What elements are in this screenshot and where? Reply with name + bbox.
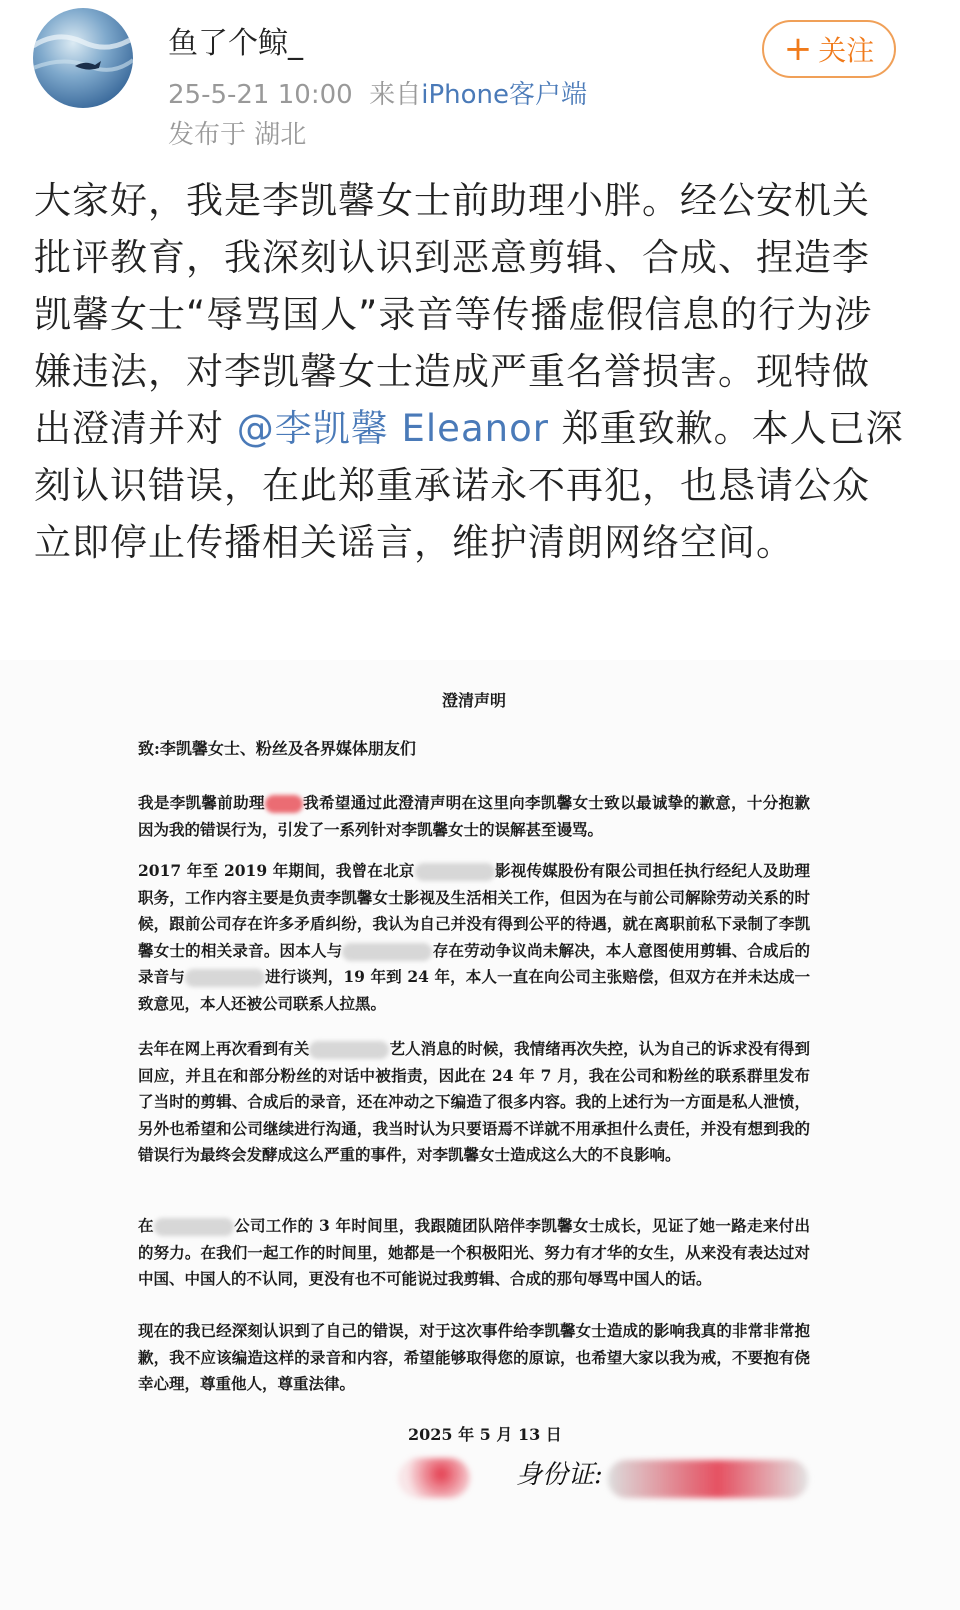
- statement-text: 去年在网上再次看到有关: [138, 1039, 310, 1058]
- statement-text: 艺人消息的时候，我情绪再次失控，认为自己的诉求没有得到回应，并且在和部分粉丝的对话中被指责，因此在 24 年 7 月，我在公司和粉丝的联系群里发布了当时的剪辑、合成后的录音，还在冲动之下编造了很多内容。我的上述行为一方面是私人泄愤，另外也希望和公司继续进行沟通，我当时认为只要语焉不详就不用承担什么责任，并没有想到我的错误行为最终会发酵成这么严重的事件，对李凯馨女士造成这么大的不良影响。: [138, 1039, 810, 1164]
- signature-block: [398, 1450, 818, 1510]
- post-text-part2: 郑重致歉。本人已深刻认识错误，在此郑重承诺永不再犯，也恳请公众立即停止传播相关谣言，维护清朗网络空间。: [34, 407, 904, 564]
- statement-text: 公司工作的 3 年时间里，我跟随团队陪伴李凯馨女士成长，见证了她一路走来付出的努力。在我们一起工作的时间里，她都是一个积极阳光、努力有才华的女生，从来没有表达过对中国、中国人的不认同，更没有也不可能说过我剪辑、合成的那句辱骂中国人的话。: [138, 1216, 810, 1288]
- statement-paragraph: [138, 790, 810, 843]
- statement-paragraph: [138, 1036, 810, 1169]
- redacted-company: [342, 943, 432, 961]
- post-meta: [168, 74, 587, 111]
- follow-label: 关注: [818, 34, 875, 67]
- statement-text: 存在劳动争议尚未解决，本人意图使用剪辑、合成后的录音与: [138, 940, 810, 986]
- statement-title: 澄清声明: [441, 691, 506, 710]
- statement-text: 在: [138, 1216, 154, 1235]
- statement-paragraph: [138, 858, 810, 1017]
- plus-icon: +: [783, 29, 813, 69]
- redacted-company: [415, 863, 495, 881]
- statement-paragraph: [138, 1318, 810, 1398]
- follow-button[interactable]: [762, 20, 896, 78]
- statement-text: 2017 年至 2019 年期间，我曾在北京: [138, 861, 415, 880]
- redacted-company: [154, 1218, 234, 1236]
- statement-addressee: 致:李凯馨女士、粉丝及各界媒体朋友们: [138, 739, 416, 758]
- username[interactable]: 鱼了个鲸_: [168, 26, 303, 61]
- statement-text: 我希望通过此澄清声明在这里向李凯馨女士致以最诚挚的歉意，十分抱歉因为我的错误行为，引发了一系列针对李凯馨女士的误解甚至谩骂。: [138, 793, 810, 839]
- post-timestamp: 25-5-21 10:00: [168, 80, 353, 110]
- id-label: 身份证:: [516, 1460, 603, 1490]
- statement-paragraph: [138, 1213, 810, 1293]
- redacted-name: [265, 795, 303, 813]
- post-text-part1: 大家好，我是李凯馨女士前助理小胖。经公安机关批评教育，我深刻认识到恶意剪辑、合成、捏造李凯馨女士“辱骂国人”录音等传播虚假信息的行为涉嫌违法，对李凯馨女士造成严重名誉损害。现特做出澄清并对: [34, 179, 873, 450]
- redacted-company: [185, 969, 265, 987]
- redacted-id-number: [608, 1460, 808, 1498]
- statement-text: 我是李凯馨前助理: [138, 793, 265, 812]
- statement-text: 现在的我已经深刻认识到了自己的错误，对于这次事件给李凯馨女士造成的影响我真的非常非常抱歉，我不应该编造这样的录音和内容，希望能够取得您的原谅，也希望大家以我为戒，不要抱有侥幸心理，尊重他人，尊重法律。: [138, 1321, 810, 1393]
- statement-text: 影视传媒股份有限公司担任执行经纪人及助理职务，工作内容主要是负责李凯馨女士影视及生活相关工作，但因为在与前公司解除劳动关系的时候，跟前公司存在许多矛盾纠纷，我认为自己并没有得到公平的待遇，就在离职前私下录制了李凯馨女士的相关录音。因本人与: [138, 861, 810, 960]
- statement-date: 2025 年 5 月 13 日: [408, 1425, 562, 1444]
- statement-text: 进行谈判，19 年到 24 年，本人一直在向公司主张赔偿，但双方在并未达成一致意见，本人还被公司联系人拉黑。: [138, 967, 810, 1013]
- source-prefix: 来自: [369, 80, 422, 110]
- redacted-signature: [398, 1458, 470, 1498]
- post-body: [34, 172, 904, 571]
- post-image-statement[interactable]: [0, 660, 960, 1610]
- post-header: [0, 0, 960, 160]
- post-location: 发布于 湖北: [168, 120, 307, 150]
- avatar[interactable]: [33, 8, 133, 108]
- post-source[interactable]: iPhone客户端: [421, 80, 587, 110]
- mention-link[interactable]: @李凯馨 Eleanor: [236, 407, 549, 450]
- redacted-company: [309, 1041, 389, 1059]
